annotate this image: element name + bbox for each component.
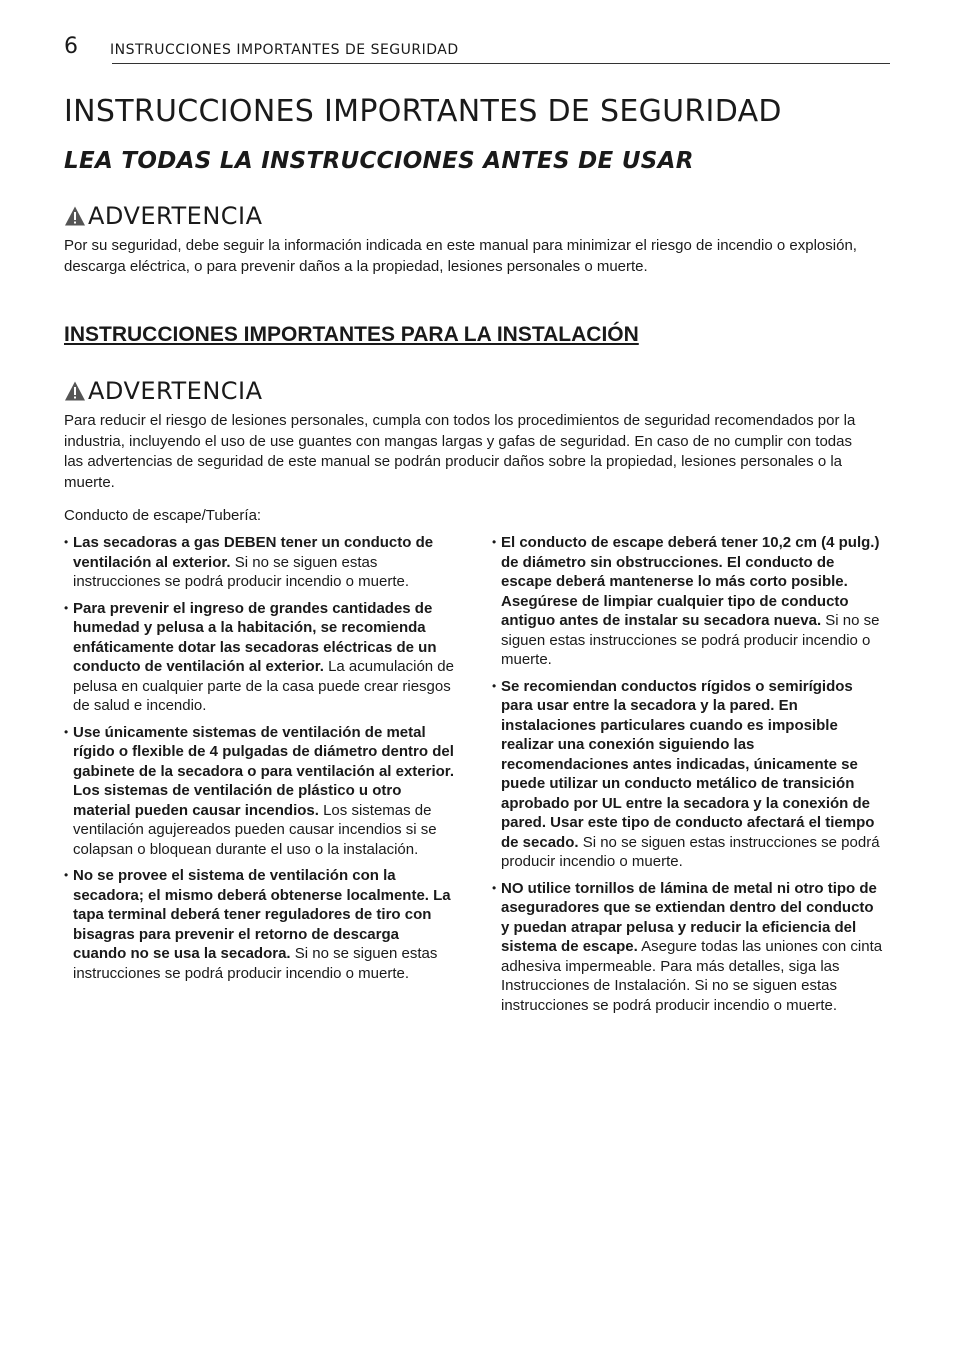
- page-subtitle: LEA TODAS LA INSTRUCCIONES ANTES DE USAR: [64, 148, 694, 174]
- bullet-text: Si no se siguen estas instrucciones se podrá producir incendio o muerte.: [73, 945, 438, 982]
- list-item: [64, 723, 456, 860]
- bullet-text: Si no se siguen estas instrucciones se podrá producir incendio o muerte.: [501, 612, 880, 668]
- warning-label: ADVERTENCIA: [88, 377, 263, 405]
- bullet-text: Si no se siguen estas instrucciones se podrá producir incendio o muerte.: [501, 833, 880, 870]
- warning-heading-2: [64, 377, 263, 405]
- bullet-text: Si no se siguen estas instrucciones se podrá producir incendio o muerte.: [73, 553, 410, 590]
- warning-triangle-icon: [64, 205, 86, 227]
- page-title: INSTRUCCIONES IMPORTANTES DE SEGURIDAD: [64, 94, 782, 129]
- bullet-bold-text: No se provee el sistema de ventilación con la secadora; el mismo deberá obtenerse localmente. La tapa terminal deberá tener reguladores de tiro con bisagras para prevenir el retorno de descarga cuando no se usa la secadora.: [73, 867, 451, 962]
- bullet-bold-text: El conducto de escape deberá tener 10,2 cm (4 pulg.) de diámetro sin obstrucciones. El conducto de escape deberá mantenerse lo más corto posible. Asegúrese de limpiar cualquier tipo de conducto antiguo antes de instalar su secadora nueva.: [501, 534, 880, 629]
- left-bullet-column: [64, 533, 456, 990]
- list-item: [64, 866, 456, 983]
- bullet-text: Los sistemas de ventilación agujereados pueden causar incendios si se colapsan o bloquean durante el uso o la instalación.: [73, 801, 437, 858]
- warning-label: ADVERTENCIA: [88, 202, 263, 230]
- right-bullet-column: [492, 533, 884, 1022]
- bullet-bold-text: Use únicamente sistemas de ventilación de metal rígido o flexible de 4 pulgadas de diámetro dentro del gabinete de la secadora o para ventilación al exterior. Los sistemas de ventilación de plástico u otro material pueden causar incendios.: [73, 723, 454, 819]
- warning-heading-1: [64, 202, 263, 230]
- warning-text-1: Por su seguridad, debe seguir la información indicada en este manual para minimizar el riesgo de incendio o explosión, descarga eléctrica, o para prevenir daños a la propiedad, lesiones personales o muerte.: [64, 237, 857, 275]
- page-number: 6: [64, 34, 78, 59]
- bullet-bold-text: NO utilice tornillos de lámina de metal ni otro tipo de aseguradores que se extiendan dentro del conducto y puedan atrapar pelusa y reducir la eficiencia del sistema de escape.: [501, 879, 877, 955]
- bullet-bold-text: Las secadoras a gas DEBEN tener un conducto de ventilación al exterior.: [73, 534, 434, 571]
- warning-text-2: Para reducir el riesgo de lesiones personales, cumpla con todos los procedimientos de seguridad recomendados por la industria, incluyendo el uso de use guantes con mangas largas y gafas de seguridad. En caso de no cumplir con todas las advertencias de seguridad de este manual se podrán producir daños sobre la propiedad, lesiones personales o la muerte.: [64, 412, 856, 491]
- bullet-text: Asegure todas las uniones con cinta adhesiva impermeable. Para más detalles, siga las Instrucciones de Instalación. Si no se siguen estas instrucciones se podrá producir incendio o muerte.: [501, 938, 883, 1014]
- list-item: [492, 879, 884, 1016]
- header-divider: [112, 63, 890, 64]
- running-header: INSTRUCCIONES IMPORTANTES DE SEGURIDAD: [110, 42, 459, 58]
- exhaust-label: Conducto de escape/Tubería:: [64, 507, 262, 524]
- list-item: [64, 533, 456, 592]
- warning-triangle-icon: [64, 380, 86, 402]
- list-item: [64, 599, 456, 716]
- list-item: [492, 677, 884, 872]
- installation-heading: INSTRUCCIONES IMPORTANTES PARA LA INSTALACIÓN: [64, 323, 639, 346]
- list-item: [492, 533, 884, 670]
- bullet-bold-text: Se recomiendan conductos rígidos o semirígidos para usar entre la secadora y la pared. En instalaciones particulares cuando es imposible realizar una conexión siguiendo las recomendaciones antes indicadas, únicamente se puede utilizar un conducto metálico de transición aprobado por UL entre la secadora y la conexión de pared. Usar este tipo de conducto afectará el tiempo de secado.: [501, 677, 875, 851]
- bullet-text: La acumulación de pelusa en cualquier parte de la casa puede crear riesgos de salud e incendio.: [73, 658, 454, 714]
- bullet-bold-text: Para prevenir el ingreso de grandes cantidades de humedad y pelusa a la habitación, se recomienda enfáticamente dotar las secadoras eléctricas de un conducto de ventilación al exterior.: [73, 599, 437, 675]
